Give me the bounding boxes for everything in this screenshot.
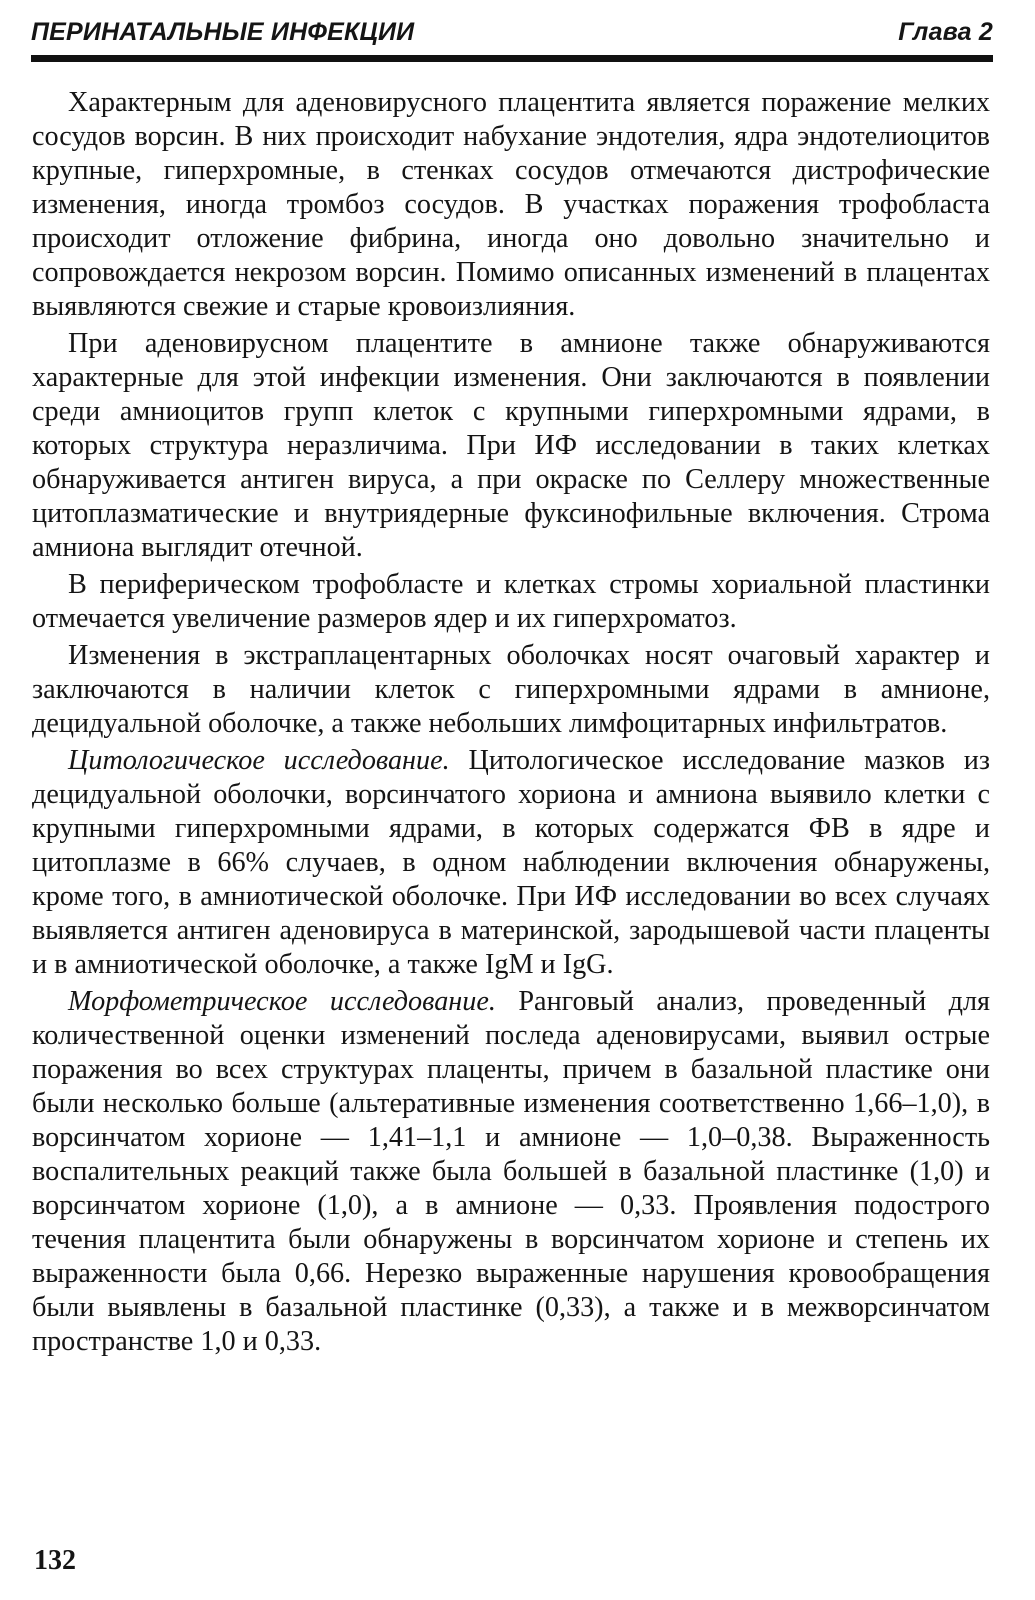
running-head-chapter: Глава 2 [898, 18, 993, 46]
page-number: 132 [34, 1545, 76, 1576]
paragraph-text: Изменения в экстраплацентарных оболочках носят очаговый характер и заключаются в наличии клеток с гиперхромными ядрами в амнионе, децидуальной оболочке, а также небольших лимфоцитарных инфильтратов. [32, 640, 990, 739]
paragraph-text: При аденовирусном плацентите в амнионе также обнаруживаются характерные для этой инфекции изменения. Они заключаются в появлении среди амниоцитов групп клеток с крупными гиперхромными ядрами, в которых структура неразличима. При ИФ исследовании в таких клетках обнаруживается антиген вируса, а при окраске по Селлеру множественные цитоплазматические и внутриядерные фуксинофильные включения. Строма амниона выглядит отечной. [32, 328, 990, 563]
body-text [32, 86, 990, 1362]
running-head [31, 14, 993, 52]
section-lead-in: Морфометрическое исследование. [68, 986, 496, 1017]
paragraph [32, 568, 990, 636]
paragraph-text: Ранговый анализ, проведенный для количественной оценки изменений последа аденовирусами, выявил острые поражения во всех структурах плаценты, причем в базальной пластике они были несколько больше (альтеративные изменения соответственно 1,66–1,0), в ворсинчатом хорионе — 1,41–1,1 и амнионе — 1,0–0,38. Выраженность воспалительных реакций также была большей в базальной пластинке (1,0) и ворсинчатом хорионе (1,0), а в амнионе — 0,33. Проявления подострого течения плацентита были обнаружены в ворсинчатом хорионе и степень их выраженности была 0,66. Нерезко выраженные нарушения кровообращения были выявлены в базальной пластинке (0,33), а также и в межворсинчатом пространстве 1,0 и 0,33. [32, 986, 990, 1357]
paragraph [32, 86, 990, 324]
paragraph [32, 744, 990, 982]
paragraph-text: В периферическом трофобласте и клетках стромы хориальной пластинки отмечается увеличение размеров ядер и их гиперхроматоз. [32, 569, 990, 634]
paragraph-text: Характерным для аденовирусного плацентита является поражение мелких сосудов ворсин. В них происходит набухание эндотелия, ядра эндотелиоцитов крупные, гиперхромные, в стенках сосудов отмечаются дистрофические изменения, иногда тромбоз сосудов. В участках поражения трофобласта происходит отложение фибрина, иногда оно довольно значительно и сопровождается некрозом ворсин. Помимо описанных изменений в плацентах выявляются свежие и старые кровоизлияния. [32, 87, 990, 322]
paragraph [32, 327, 990, 565]
paragraph [32, 985, 990, 1359]
paragraph-text: Цитологическое исследование мазков из децидуальной оболочки, ворсинчатого хориона и амниона выявило клетки с крупными гиперхромными ядрами, в которых содержатся ФВ в ядре и цитоплазме в 66% случаев, в одном наблюдении включения обнаружены, кроме того, в амниотической оболочке. При ИФ исследовании во всех случаях выявляется антиген аденовируса в материнской, зародышевой части плаценты и в амниотической оболочке, а также IgM и IgG. [32, 745, 990, 980]
paragraph [32, 639, 990, 741]
running-head-title: ПЕРИНАТАЛЬНЫЕ ИНФЕКЦИИ [31, 18, 415, 46]
header-rule [31, 55, 993, 62]
section-lead-in: Цитологическое исследование. [68, 745, 450, 776]
